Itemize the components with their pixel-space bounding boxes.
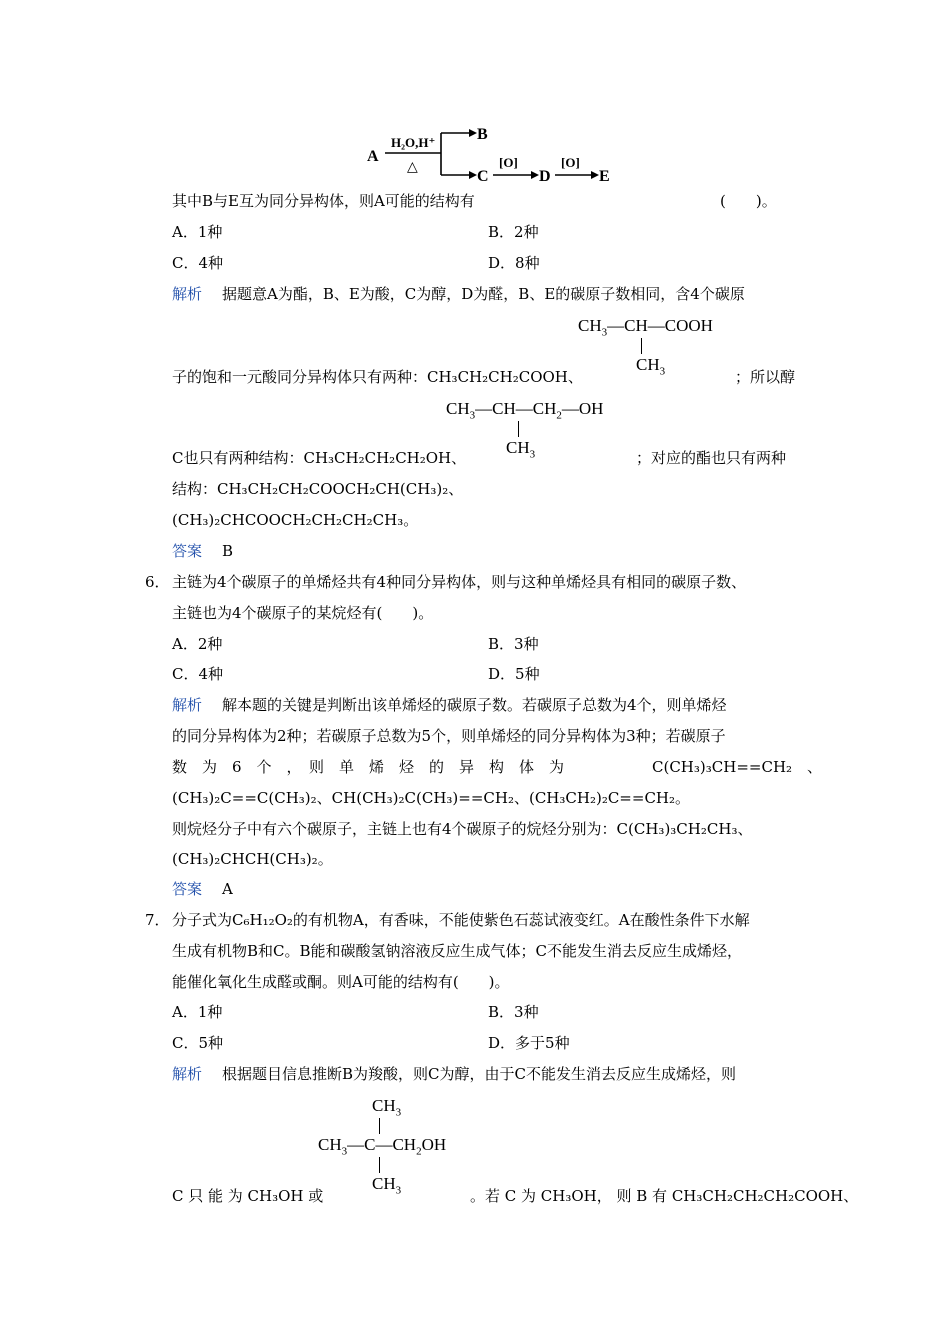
scheme-E: E <box>599 168 610 185</box>
q7-explain-2: C 只 能 为 CH₃OH 或 <box>172 1187 324 1205</box>
q6-explain-3b: C(CH₃)₃CH==CH₂ 、 <box>652 758 823 776</box>
q6-explain-5: 则烷烃分子中有六个碳原子，主链上也有4个碳原子的烷烃分别为：C(CH₃)₃CH₂CH₃、 <box>172 820 753 838</box>
q6-option-d: D．5种 <box>488 665 540 683</box>
q6-explain-6: (CH₃)₂CHCH(CH₃)₂。 <box>172 850 333 868</box>
q7-explain-2-end: 。若 C 为 CH₃OH， 则 B 有 CH₃CH₂CH₂CH₂COOH、 <box>470 1187 859 1205</box>
q7-number: 7． <box>145 911 170 929</box>
q5-explain-2-end: ；所以醇 <box>735 368 796 386</box>
scheme-D: D <box>539 168 551 185</box>
q6-answer: A <box>222 880 233 898</box>
scheme-ox2: [O] <box>561 155 580 170</box>
q7-stem-1: 分子式为C₆H₁₂O₂的有机物A，有香味，不能使紫色石蕊试液变红。A在酸性条件下水解 <box>172 911 750 929</box>
q5-jiexi-label: 解析 <box>172 285 203 303</box>
q7-option-b: B．3种 <box>488 1003 539 1021</box>
struct-isobutanol: $CH_3—CH—CH_2—OH$ <box>446 399 604 422</box>
q7-option-d: D．多于5种 <box>488 1034 570 1052</box>
struct-neopentyl-ch3-bottom: $CH_3$ <box>372 1174 402 1197</box>
q6-explain-1: 解本题的关键是判断出该单烯烃的碳原子数。若碳原子总数为4个，则单烯烃 <box>222 696 727 714</box>
struct-isobutyric-acid-ch3: $CH_3$ <box>636 355 666 378</box>
q5-explain-3: C也只有两种结构：CH₃CH₂CH₂CH₂OH、 <box>172 449 467 467</box>
q5-paren: ( )。 <box>720 192 777 210</box>
q7-jiexi-label: 解析 <box>172 1065 203 1083</box>
q6-explain-2: 的同分异构体为2种；若碳原子总数为5个，则单烯烃的同分异构体为3种；若碳原子 <box>172 727 726 745</box>
scheme-heat: △ <box>407 160 418 175</box>
q5-stem: 其中B与E互为同分异构体，则A可能的结构有 <box>172 192 475 210</box>
scheme-C: C <box>477 168 489 185</box>
q6-option-b: B．3种 <box>488 635 539 653</box>
q5-explain-1: 据题意A为酯，B、E为酸，C为醇，D为醛，B、E的碳原子数相同，含4个碳原 <box>222 285 745 303</box>
struct-isobutyric-acid: $CH_3—CH—COOH$ <box>578 316 713 339</box>
q6-explain-4: (CH₃)₂C==C(CH₃)₂、CH(CH₃)₂C(CH₃)==CH₂、(CH₃CH₂)₂C==CH₂。 <box>172 789 691 807</box>
q7-option-a: A．1种 <box>172 1003 223 1021</box>
q5-explain-3-end: ；对应的酯也只有两种 <box>636 449 787 467</box>
q5-option-d: D．8种 <box>488 254 540 272</box>
q5-option-a: A．1种 <box>172 223 223 241</box>
q6-stem-2: 主链也为4个碳原子的某烷烃有( )。 <box>172 604 434 622</box>
q7-explain-1: 根据题目信息推断B为羧酸，则C为醇，由于C不能发生消去反应生成烯烃，则 <box>222 1065 736 1083</box>
scheme-ox1: [O] <box>499 155 518 170</box>
reaction-scheme <box>365 125 625 187</box>
q6-number: 6． <box>145 573 170 591</box>
q6-option-c: C．4种 <box>172 665 224 683</box>
q6-daan-label: 答案 <box>172 880 203 898</box>
q7-stem-3: 能催化氧化生成醛或酮。则A可能的结构有( )。 <box>172 973 510 991</box>
q7-option-c: C．5种 <box>172 1034 224 1052</box>
q5-answer: B <box>222 542 234 560</box>
q5-explain-2: 子的饱和一元酸同分异构体只有两种：CH₃CH₂CH₂COOH、 <box>172 368 583 386</box>
q5-option-b: B．2种 <box>488 223 539 241</box>
q6-jiexi-label: 解析 <box>172 696 203 714</box>
q5-explain-5: (CH₃)₂CHCOOCH₂CH₂CH₂CH₃。 <box>172 511 419 529</box>
scheme-A: A <box>367 148 379 165</box>
q5-option-c: C．4种 <box>172 254 224 272</box>
q6-stem-1: 主链为4个碳原子的单烯烃共有4种同分异构体，则与这种单烯烃具有相同的碳原子数、 <box>172 573 747 591</box>
q6-explain-3a: 数 为 6 个 ， 则 单 烯 烃 的 异 构 体 为 <box>172 758 565 776</box>
struct-isobutanol-ch3: $CH_3$ <box>506 438 536 461</box>
q5-explain-4: 结构：CH₃CH₂CH₂COOCH₂CH(CH₃)₂、 <box>172 480 464 498</box>
scheme-reagents: H₂O,H⁺ <box>391 135 436 150</box>
struct-neopentyl-ch3-top: $CH_3$ <box>372 1096 402 1119</box>
q7-stem-2: 生成有机物B和C。B能和碳酸氢钠溶液反应生成气体；C不能发生消去反应生成烯烃， <box>172 942 743 960</box>
scheme-B: B <box>477 126 488 143</box>
struct-neopentyl-alcohol: $CH_3—C—CH_2OH$ <box>318 1135 447 1158</box>
q6-option-a: A．2种 <box>172 635 223 653</box>
q5-daan-label: 答案 <box>172 542 203 560</box>
